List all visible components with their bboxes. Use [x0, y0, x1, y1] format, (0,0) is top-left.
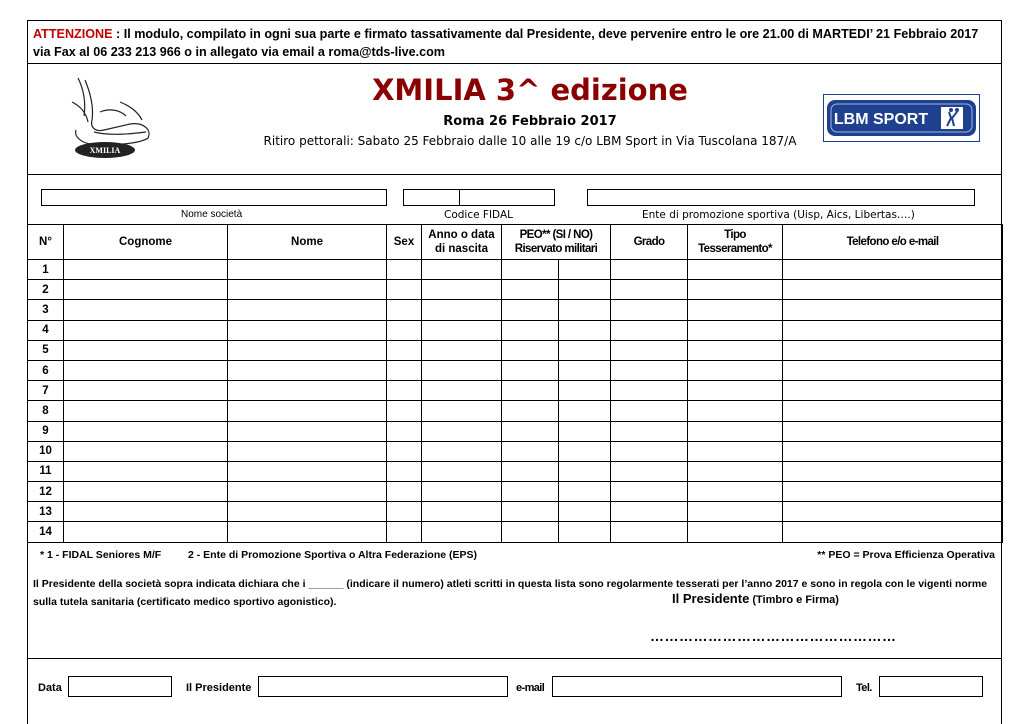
- cell-telefono[interactable]: [783, 320, 1003, 340]
- cell-cognome[interactable]: [64, 260, 228, 280]
- cell-telefono[interactable]: [783, 280, 1003, 300]
- row-number: 5: [28, 340, 64, 360]
- cell-sex[interactable]: [387, 300, 422, 320]
- cell-peo-si[interactable]: [502, 401, 559, 421]
- cell-tipo[interactable]: [688, 381, 783, 401]
- row-number: 11: [28, 461, 64, 481]
- cell-telefono[interactable]: [783, 401, 1003, 421]
- cell-cognome[interactable]: [64, 280, 228, 300]
- note-peo: ** PEO = Prova Efficienza Operativa: [817, 549, 995, 561]
- data-label: Data: [38, 682, 62, 694]
- note-fidal: * 1 - FIDAL Seniores M/F: [40, 549, 162, 561]
- cell-sex[interactable]: [387, 260, 422, 280]
- event-title: XMILIA 3^ edizione: [372, 73, 688, 107]
- bib-pickup-info: Ritiro pettorali: Sabato 25 Febbraio dalle 10 alle 19 c/o LBM Sport in Via Tuscolana 187/A: [263, 134, 797, 148]
- signature-detail: (Timbro e Firma): [749, 594, 839, 606]
- cell-grado[interactable]: [611, 260, 688, 280]
- col-peo: [502, 225, 611, 260]
- cell-peo-no[interactable]: [559, 340, 611, 360]
- table-row: [28, 360, 1003, 380]
- cell-sex[interactable]: [387, 320, 422, 340]
- cell-tipo[interactable]: [688, 421, 783, 441]
- cell-peo-si[interactable]: [502, 280, 559, 300]
- cell-sex[interactable]: [387, 482, 422, 502]
- table-row: [28, 461, 1003, 481]
- col-nome: Nome: [228, 225, 387, 260]
- cell-nome[interactable]: [228, 441, 387, 461]
- cell-birth[interactable]: [422, 300, 502, 320]
- cell-telefono[interactable]: [783, 421, 1003, 441]
- cell-sex[interactable]: [387, 441, 422, 461]
- cell-peo-no[interactable]: [559, 482, 611, 502]
- cell-cognome[interactable]: [64, 381, 228, 401]
- cell-nome[interactable]: [228, 522, 387, 542]
- cell-nome[interactable]: [228, 260, 387, 280]
- cell-peo-si[interactable]: [502, 300, 559, 320]
- table-row: [28, 320, 1003, 340]
- table-row: [28, 502, 1003, 522]
- notice-text: : Il modulo, compilato in ogni sua parte e firmato tassativamente dal Presidente, deve pervenire entro le ore 21.00 di MARTEDI’ 21 Febbraio 2017 via Fax al 06 233 213 966 o in allegato via email a roma@tds-live.com: [33, 27, 979, 59]
- row-number: 8: [28, 401, 64, 421]
- table-row: [28, 421, 1003, 441]
- cell-birth[interactable]: [422, 320, 502, 340]
- cell-grado[interactable]: [611, 441, 688, 461]
- col-birth-line1: Anno o data: [428, 229, 495, 241]
- cell-birth[interactable]: [422, 381, 502, 401]
- cell-sex[interactable]: [387, 461, 422, 481]
- col-grado: Grado: [611, 225, 688, 260]
- col-telefono: Telefono e/o e-mail: [783, 225, 1003, 260]
- col-tipo-line1: Tipo: [724, 229, 746, 241]
- col-birth-line2: di nascita: [434, 243, 489, 255]
- cell-birth[interactable]: [422, 340, 502, 360]
- footer-separator: [27, 658, 1002, 659]
- athletes-table: [27, 224, 1003, 543]
- cell-peo-si[interactable]: [502, 441, 559, 461]
- cell-sex[interactable]: [387, 381, 422, 401]
- signature-title: [672, 591, 839, 606]
- cell-tipo[interactable]: [688, 360, 783, 380]
- row-number: 9: [28, 421, 64, 441]
- cell-nome[interactable]: [228, 482, 387, 502]
- notice-label: ATTENZIONE: [33, 27, 113, 41]
- society-name-field[interactable]: [41, 189, 387, 206]
- cell-tipo[interactable]: [688, 320, 783, 340]
- cell-telefono[interactable]: [783, 340, 1003, 360]
- cell-grado[interactable]: [611, 360, 688, 380]
- cell-cognome[interactable]: [64, 360, 228, 380]
- cell-peo-si[interactable]: [502, 360, 559, 380]
- fidal-code-label: Codice FIDAL: [444, 209, 513, 221]
- cell-peo-si[interactable]: [502, 340, 559, 360]
- col-cognome: Cognome: [64, 225, 228, 260]
- cell-grado[interactable]: [611, 522, 688, 542]
- col-peo-line1: PEO** (SI / NO): [519, 229, 593, 241]
- tel-field[interactable]: [879, 676, 983, 697]
- cell-grado[interactable]: [611, 482, 688, 502]
- cell-grado[interactable]: [611, 340, 688, 360]
- cell-sex[interactable]: [387, 360, 422, 380]
- cell-cognome[interactable]: [64, 340, 228, 360]
- cell-birth[interactable]: [422, 482, 502, 502]
- cell-peo-si[interactable]: [502, 502, 559, 522]
- row-number: 13: [28, 502, 64, 522]
- cell-tipo[interactable]: [688, 461, 783, 481]
- cell-grado[interactable]: [611, 421, 688, 441]
- cell-birth[interactable]: [422, 441, 502, 461]
- row-number: 10: [28, 441, 64, 461]
- cell-peo-no[interactable]: [559, 300, 611, 320]
- cell-nome[interactable]: [228, 401, 387, 421]
- cell-tipo[interactable]: [688, 482, 783, 502]
- cell-birth[interactable]: [422, 461, 502, 481]
- table-header: [28, 225, 1003, 260]
- cell-telefono[interactable]: [783, 482, 1003, 502]
- col-tipo-line2: Tesseramento*: [698, 243, 772, 255]
- cell-cognome[interactable]: [64, 441, 228, 461]
- eps-label: Ente di promozione sportiva (Uisp, Aics, Libertas….): [642, 209, 915, 221]
- cell-cognome[interactable]: [64, 320, 228, 340]
- cell-grado[interactable]: [611, 381, 688, 401]
- cell-peo-si[interactable]: [502, 260, 559, 280]
- table-row: [28, 260, 1003, 280]
- row-number: 6: [28, 360, 64, 380]
- row-number: 14: [28, 522, 64, 542]
- cell-peo-no[interactable]: [559, 381, 611, 401]
- cell-nome[interactable]: [228, 320, 387, 340]
- cell-cognome[interactable]: [64, 482, 228, 502]
- cell-nome[interactable]: [228, 280, 387, 300]
- cell-telefono[interactable]: [783, 360, 1003, 380]
- row-number: 1: [28, 260, 64, 280]
- cell-sex[interactable]: [387, 401, 422, 421]
- event-date: Roma 26 Febbraio 2017: [443, 114, 617, 129]
- cell-telefono[interactable]: [783, 381, 1003, 401]
- col-tipo: [688, 225, 783, 260]
- cell-birth[interactable]: [422, 280, 502, 300]
- row-number: 7: [28, 381, 64, 401]
- cell-peo-si[interactable]: [502, 522, 559, 542]
- cell-tipo[interactable]: [688, 340, 783, 360]
- cell-telefono[interactable]: [783, 300, 1003, 320]
- row-number: 12: [28, 482, 64, 502]
- cell-peo-no[interactable]: [559, 280, 611, 300]
- table-row: [28, 522, 1003, 542]
- society-name-label: Nome società: [181, 209, 243, 220]
- col-number: N°: [28, 225, 64, 260]
- signature-title-text: Il Presidente: [672, 591, 750, 606]
- cell-birth[interactable]: [422, 421, 502, 441]
- cell-telefono[interactable]: [783, 260, 1003, 280]
- col-sex: Sex: [387, 225, 422, 260]
- cell-tipo[interactable]: [688, 401, 783, 421]
- cell-tipo[interactable]: [688, 260, 783, 280]
- cell-telefono[interactable]: [783, 502, 1003, 522]
- cell-birth[interactable]: [422, 502, 502, 522]
- cell-grado[interactable]: [611, 320, 688, 340]
- cell-peo-si[interactable]: [502, 421, 559, 441]
- cell-sex[interactable]: [387, 340, 422, 360]
- note-eps: 2 - Ente di Promozione Sportiva o Altra Federazione (EPS): [188, 549, 477, 561]
- cell-sex[interactable]: [387, 522, 422, 542]
- table-row: [28, 340, 1003, 360]
- cell-tipo[interactable]: [688, 502, 783, 522]
- notice-banner: [27, 20, 1002, 64]
- signature-line[interactable]: ……………………………………………: [650, 628, 897, 644]
- cell-cognome[interactable]: [64, 461, 228, 481]
- data-field[interactable]: [68, 676, 172, 697]
- xmilia-logo: [60, 72, 160, 160]
- cell-birth[interactable]: [422, 360, 502, 380]
- cell-sex[interactable]: [387, 421, 422, 441]
- email-label: e-mail: [516, 682, 545, 694]
- cell-peo-no[interactable]: [559, 360, 611, 380]
- cell-peo-si[interactable]: [502, 482, 559, 502]
- cell-tipo[interactable]: [688, 441, 783, 461]
- cell-peo-no[interactable]: [559, 441, 611, 461]
- cell-sex[interactable]: [387, 280, 422, 300]
- president-field[interactable]: [258, 676, 508, 697]
- cell-tipo[interactable]: [688, 280, 783, 300]
- cell-grado[interactable]: [611, 280, 688, 300]
- cell-nome[interactable]: [228, 360, 387, 380]
- cell-cognome[interactable]: [64, 502, 228, 522]
- cell-peo-no[interactable]: [559, 502, 611, 522]
- cell-cognome[interactable]: [64, 522, 228, 542]
- cell-cognome[interactable]: [64, 421, 228, 441]
- cell-peo-si[interactable]: [502, 320, 559, 340]
- cell-sex[interactable]: [387, 502, 422, 522]
- cell-birth[interactable]: [422, 522, 502, 542]
- lbm-logo-text: LBM SPORT: [833, 111, 929, 128]
- table-row: [28, 401, 1003, 421]
- cell-grado[interactable]: [611, 461, 688, 481]
- cell-nome[interactable]: [228, 340, 387, 360]
- cell-telefono[interactable]: [783, 441, 1003, 461]
- cell-tipo[interactable]: [688, 300, 783, 320]
- president-label: Il Presidente: [186, 682, 252, 694]
- cell-nome[interactable]: [228, 300, 387, 320]
- cell-nome[interactable]: [228, 461, 387, 481]
- fidal-code-field-2[interactable]: [459, 189, 555, 206]
- table-row: [28, 381, 1003, 401]
- cell-peo-no[interactable]: [559, 421, 611, 441]
- row-number: 3: [28, 300, 64, 320]
- col-peo-line2: Riservato militari: [514, 243, 598, 255]
- cell-grado[interactable]: [611, 401, 688, 421]
- email-field[interactable]: [552, 676, 842, 697]
- cell-telefono[interactable]: [783, 461, 1003, 481]
- cell-nome[interactable]: [228, 381, 387, 401]
- cell-grado[interactable]: [611, 300, 688, 320]
- table-row: [28, 441, 1003, 461]
- cell-tipo[interactable]: [688, 522, 783, 542]
- cell-birth[interactable]: [422, 401, 502, 421]
- cell-peo-no[interactable]: [559, 401, 611, 421]
- tel-label: Tel.: [856, 682, 872, 694]
- cell-peo-si[interactable]: [502, 381, 559, 401]
- cell-telefono[interactable]: [783, 522, 1003, 542]
- table-row: [28, 300, 1003, 320]
- eps-field[interactable]: [587, 189, 975, 206]
- president-declaration: Il Presidente della società sopra indicata dichiara che i ______ (indicare il numero) atleti scritti in questa lista sono regolarmente tesserati per l’anno 2017 e sono in regola con le vigenti norme sulla tutela sanitaria (certificato medico sportivo agonistico).: [33, 578, 988, 608]
- fidal-code-field-1[interactable]: [403, 189, 460, 206]
- row-number: 4: [28, 320, 64, 340]
- row-number: 2: [28, 280, 64, 300]
- col-birth: [422, 225, 502, 260]
- xmilia-logo-text: XMILIA: [89, 146, 121, 155]
- cell-birth[interactable]: [422, 260, 502, 280]
- cell-grado[interactable]: [611, 502, 688, 522]
- table-row: [28, 280, 1003, 300]
- cell-peo-no[interactable]: [559, 522, 611, 542]
- cell-peo-si[interactable]: [502, 461, 559, 481]
- cell-cognome[interactable]: [64, 401, 228, 421]
- cell-peo-no[interactable]: [559, 320, 611, 340]
- cell-nome[interactable]: [228, 502, 387, 522]
- table-row: [28, 482, 1003, 502]
- cell-peo-no[interactable]: [559, 461, 611, 481]
- cell-nome[interactable]: [228, 421, 387, 441]
- cell-cognome[interactable]: [64, 300, 228, 320]
- cell-peo-no[interactable]: [559, 260, 611, 280]
